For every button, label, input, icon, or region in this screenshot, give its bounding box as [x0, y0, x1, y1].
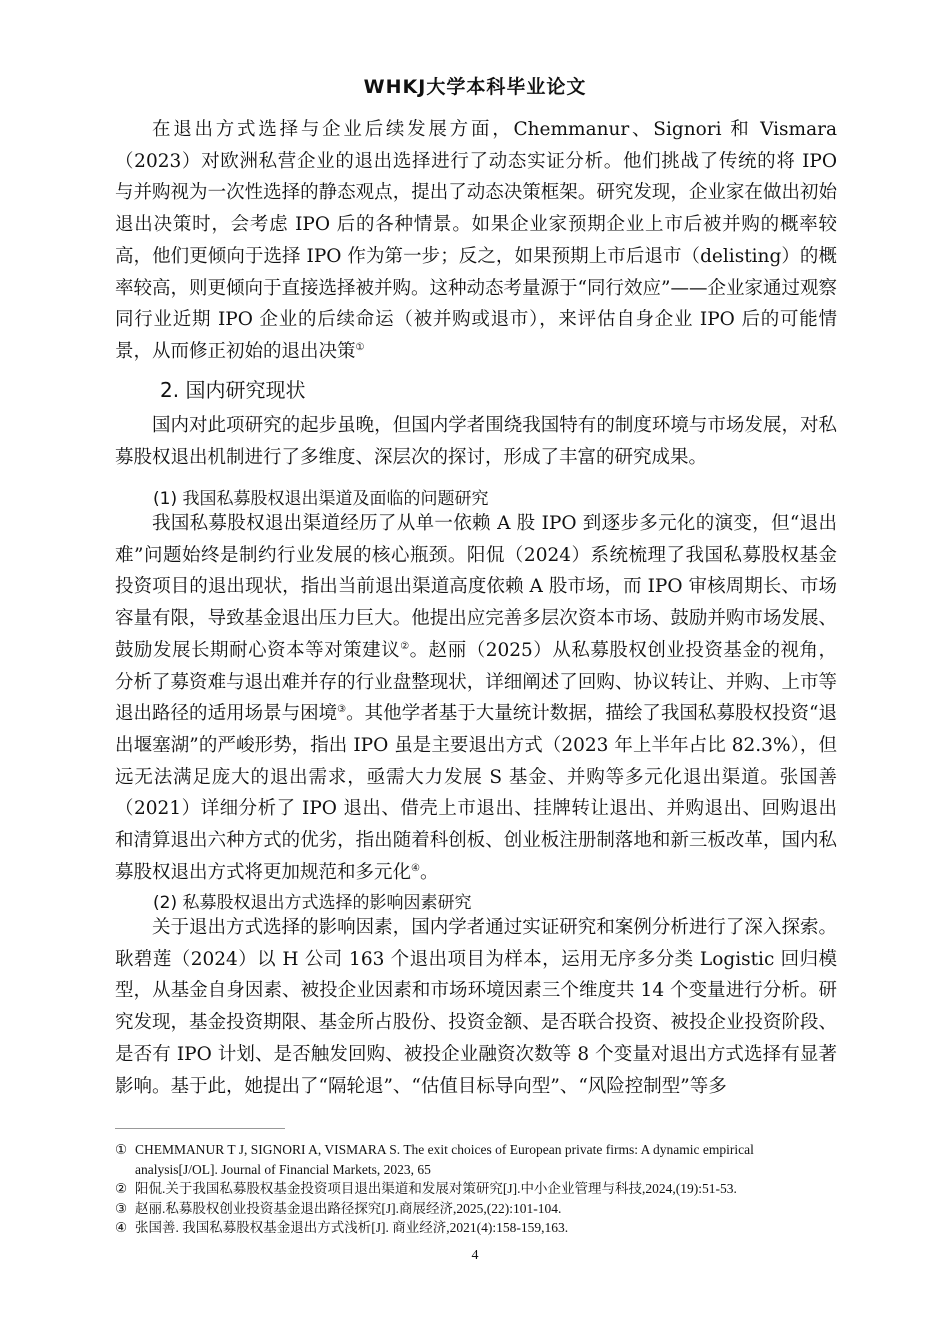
- footnote-1: [115, 1140, 837, 1160]
- paragraph-text-part-2: 。赵丽（2025）从私募股权创业投资基金的视角，分析了募资难与退出难并存的行业盘整现状，详细阐述了回购、协议转让、并购、上市等退出路径的适用场景与困境: [115, 639, 837, 725]
- paragraph-chemmanur: [115, 114, 837, 368]
- footnote-3: [115, 1199, 837, 1219]
- footnote-mark: ③: [115, 1200, 128, 1216]
- paragraph-exit-channels: [115, 508, 837, 888]
- footnote-text: 赵丽.私募股权创业投资基金退出路径探究[J].商展经济,2025,(22):101-104.: [135, 1200, 562, 1216]
- footnote-mark: ④: [115, 1220, 128, 1235]
- footnote-separator: [115, 1128, 285, 1129]
- footnotes: [115, 1140, 837, 1238]
- page-header-title: WHKJ大学本科毕业论文: [363, 76, 587, 98]
- footnote-text: 阳侃.关于我国私募股权基金投资项目退出渠道和发展对策研究[J].中小企业管理与科技,2024,(19):51-53.: [135, 1181, 737, 1196]
- paragraph-domestic-intro: 国内对此项研究的起步虽晚，但国内学者围绕我国特有的制度环境与市场发展，对私募股权退出机制进行了多维度、深层次的探讨，形成了丰富的研究成果。: [115, 415, 837, 468]
- subsection-heading-exit-channels: (1) 我国私募股权退出渠道及面临的问题研究: [153, 489, 489, 509]
- paragraph-text-part-3: 。其他学者基于大量统计数据，描绘了我国私募股权投资“退出堰塞湖”的严峻形势，指出 IPO 虽是主要退出方式（2023 年上半年占比 82.3%），但远无法满足庞大的退出需求，亟需大力发展 S 基金、并购等多元化退出渠道。张国善（2021）详细分析了 IPO 退出、借壳上市退出、挂牌转让退出、并购退出、回购退出和清算退出六种方式的优劣，指出随着科创板、创业板注册制落地和新三板改革，国内私募股权退出方式将更加规范和多元化: [115, 703, 837, 883]
- section-heading-domestic-research: 2. 国内研究现状: [160, 378, 306, 402]
- footnote-2: [115, 1179, 837, 1199]
- paragraph-text: 在退出方式选择与企业后续发展方面，Chemmanur、Signori 和 Vismara（2023）对欧洲私营企业的退出选择进行了动态实证分析。他们挑战了传统的将 IPO 与并购视为一次性选择的静态观点，提出了动态决策框架。研究发现，企业家在做出初始退出决策时，会考虑 IPO 后的各种情景。如果企业家预期企业上市后被并购的概率较高，他们更倾向于选择 IPO 作为第一步；反之，如果预期上市后退市（delisting）的概率较高，则更倾向于直接选择被并购。这种动态考量源于“同行效应”——企业家通过观察同行业近期 IPO 企业的后续命运（被并购或退市），来评估自身企业 IPO 后的可能情景，从而修正初始的退出决策: [115, 119, 837, 362]
- footnote-ref-1[interactable]: ①: [355, 341, 365, 353]
- footnote-mark: ②: [115, 1181, 128, 1196]
- footnote-mark: ①: [115, 1142, 128, 1157]
- footnote-text: 张国善. 我国私募股权基金退出方式浅析[J]. 商业经济,2021(4):158-159,163.: [135, 1220, 569, 1235]
- footnote-ref-2[interactable]: ②: [400, 640, 410, 652]
- footnote-text: CHEMMANUR T J, SIGNORI A, VISMARA S. The exit choices of European private firms: A dynamic empirical: [135, 1142, 754, 1157]
- footnote-1-continued: analysis[J/OL]. Journal of Financial Markets, 2023, 65: [135, 1161, 431, 1177]
- paragraph-text-part-4: 。: [419, 861, 439, 883]
- footnote-4: [115, 1218, 837, 1238]
- subsection-heading-influencing-factors: (2) 私募股权退出方式选择的影响因素研究: [153, 893, 472, 913]
- paragraph-influencing-factors: 关于退出方式选择的影响因素，国内学者通过实证研究和案例分析进行了深入探索。耿碧莲（2024）以 H 公司 163 个退出项目为样本，运用无序多分类 Logistic 回归模型，从基金自身因素、被投企业因素和市场环境因素三个维度共 14 个变量进行分析。研究发现，基金投资期限、基金所占股份、投资金额、是否联合投资、被投企业投资阶段、是否有 IPO 计划、是否触发回购、被投企业融资次数等 8 个变量对退出方式选择有显著影响。基于此，她提出了“隔轮退”、“估值目标导向型”、“风险控制型”等多: [115, 917, 837, 1097]
- footnote-ref-4[interactable]: ④: [411, 862, 420, 874]
- footnote-ref-3[interactable]: ③: [337, 704, 347, 716]
- paragraph-text-part-1: 我国私募股权退出渠道经历了从单一依赖 A 股 IPO 到逐步多元化的演变，但“退出难”问题始终是制约行业发展的核心瓶颈。阳侃（2024）系统梳理了我国私募股权基金投资项目的退出现状，指出当前退出渠道高度依赖 A 股市场，而 IPO 审核周期长、市场容量有限，导致基金退出压力巨大。他提出应完善多层次资本市场、鼓励并购市场发展、鼓励发展长期耐心资本等对策建议: [115, 513, 837, 661]
- page-number: 4: [471, 1248, 479, 1263]
